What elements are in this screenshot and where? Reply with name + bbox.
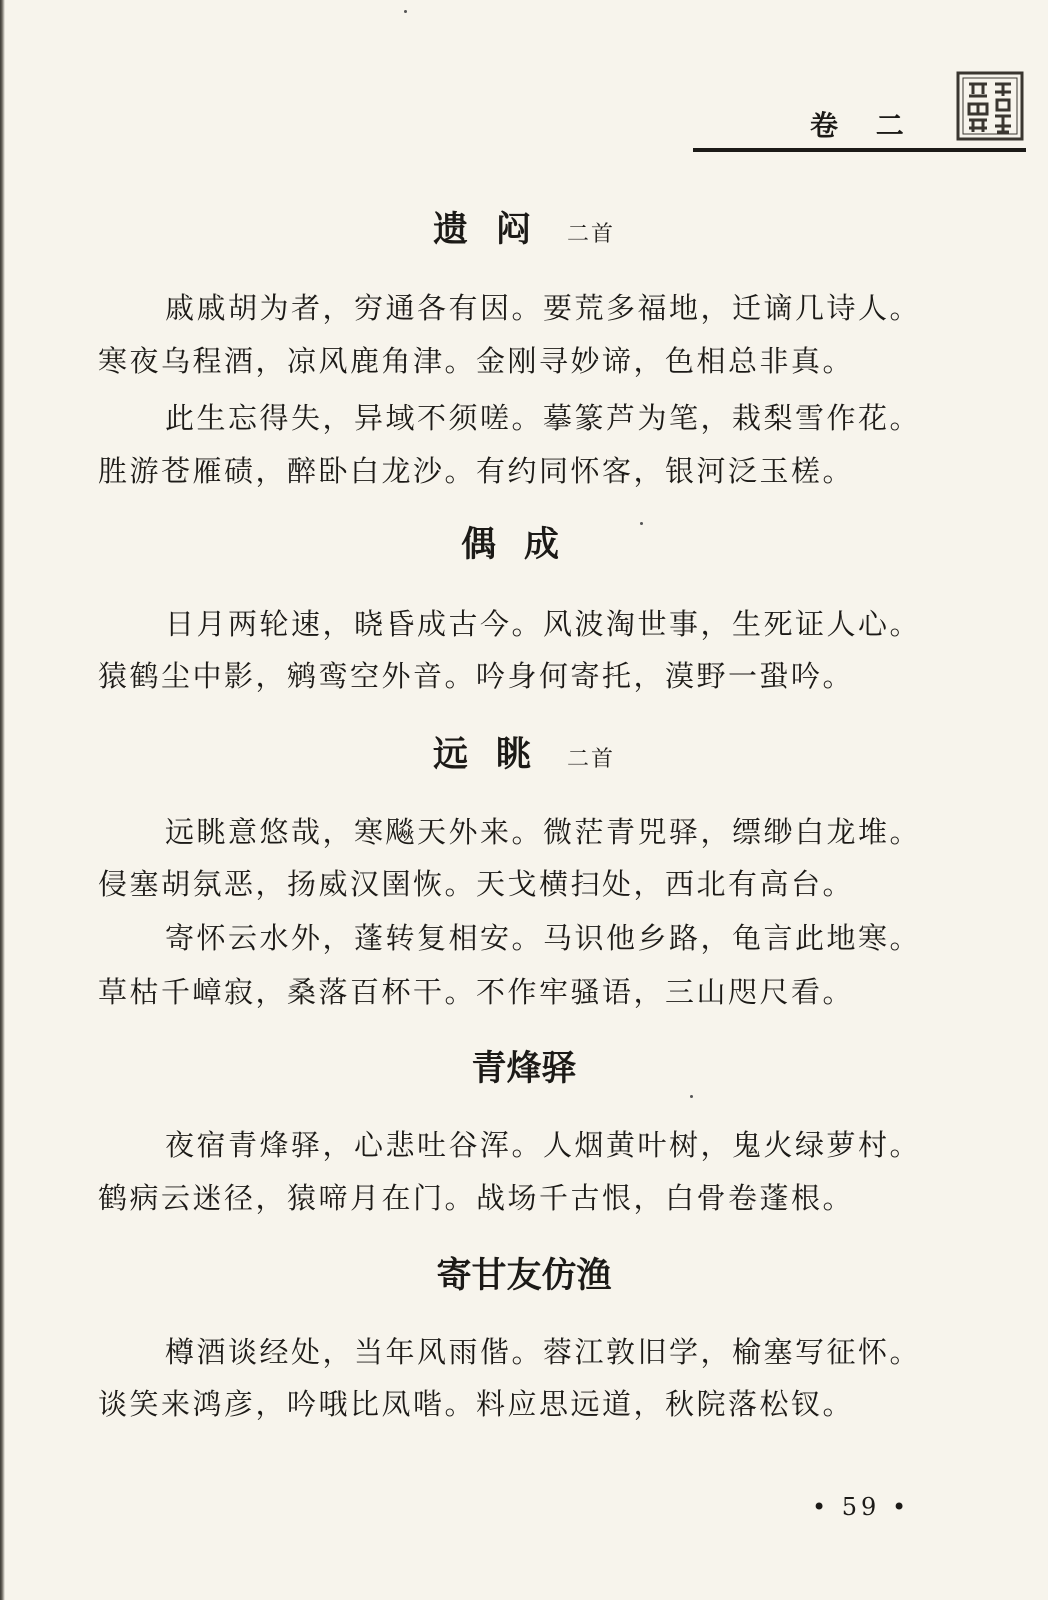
poem-title-note: 二首 [567,222,616,247]
header-rule [693,148,1026,152]
poem-title-note: 二首 [567,747,616,772]
poem-line: 此生忘得失，异域不须嗟。摹篆芦为笔，栽梨雪作花。 [165,401,922,435]
poem-title-text: 偶成 [460,525,587,565]
poem-line: 鹤病云迷径，猿啼月在门。战场千古恨，白骨卷蓬根。 [98,1181,855,1215]
scan-speck [690,1095,693,1098]
poem-line: 樽酒谈经处，当年风雨偕。蓉江敦旧学，榆塞写征怀。 [165,1335,922,1369]
poem-title-text: 青烽驿 [471,1049,577,1089]
poem-title-text: 遗闷 [432,210,559,250]
poem-title [0,208,1048,257]
poem-line: 远眺意悠哉，寒飚天外来。微茫青兕驿，缥缈白龙堆。 [165,815,922,849]
scan-speck [404,10,407,13]
poem-line: 猿鹤尘中影，鹓鸾空外音。吟身何寄托，漠野一蛩吟。 [98,659,855,693]
poem-line: 戚戚胡为者，穷通各有因。要荒多福地，迁谪几诗人。 [165,291,922,325]
seal-stamp [955,70,1025,142]
poem-title [0,1254,1048,1298]
running-head: 卷 二 [810,109,918,142]
poem-line: 寄怀云水外，蓬转复相安。马识他乡路，龟言此地寒。 [165,921,922,955]
poem-line: 谈笑来鸿彦，吟哦比凤喈。料应思远道，秋院落松钗。 [98,1387,855,1421]
poem-line: 侵塞胡氛恶，扬威汉圉恢。天戈横扫处，西北有高台。 [98,867,855,901]
poem-line: 日月两轮速，晓昏成古今。风波淘世事，生死证人心。 [165,607,922,641]
poem-title [0,733,1048,782]
scan-speck [640,522,643,525]
poem-title-text: 寄甘友仿渔 [436,1256,612,1296]
poem-line: 夜宿青烽驿，心悲吐谷浑。人烟黄叶树，鬼火绿萝村。 [165,1128,922,1162]
poem-title [0,523,1048,567]
poem-title [0,1047,1048,1091]
poem-title-text: 远眺 [432,735,559,775]
page-number: • 59 • [812,1493,911,1521]
poem-line: 寒夜乌程酒，凉风鹿角津。金刚寻妙谛，色相总非真。 [98,344,855,378]
poem-line: 胜游苍雁碛，醉卧白龙沙。有约同怀客，银河泛玉槎。 [98,454,855,488]
poem-line: 草枯千嶂寂，桑落百杯干。不作牢骚语，三山咫尺看。 [98,975,855,1009]
